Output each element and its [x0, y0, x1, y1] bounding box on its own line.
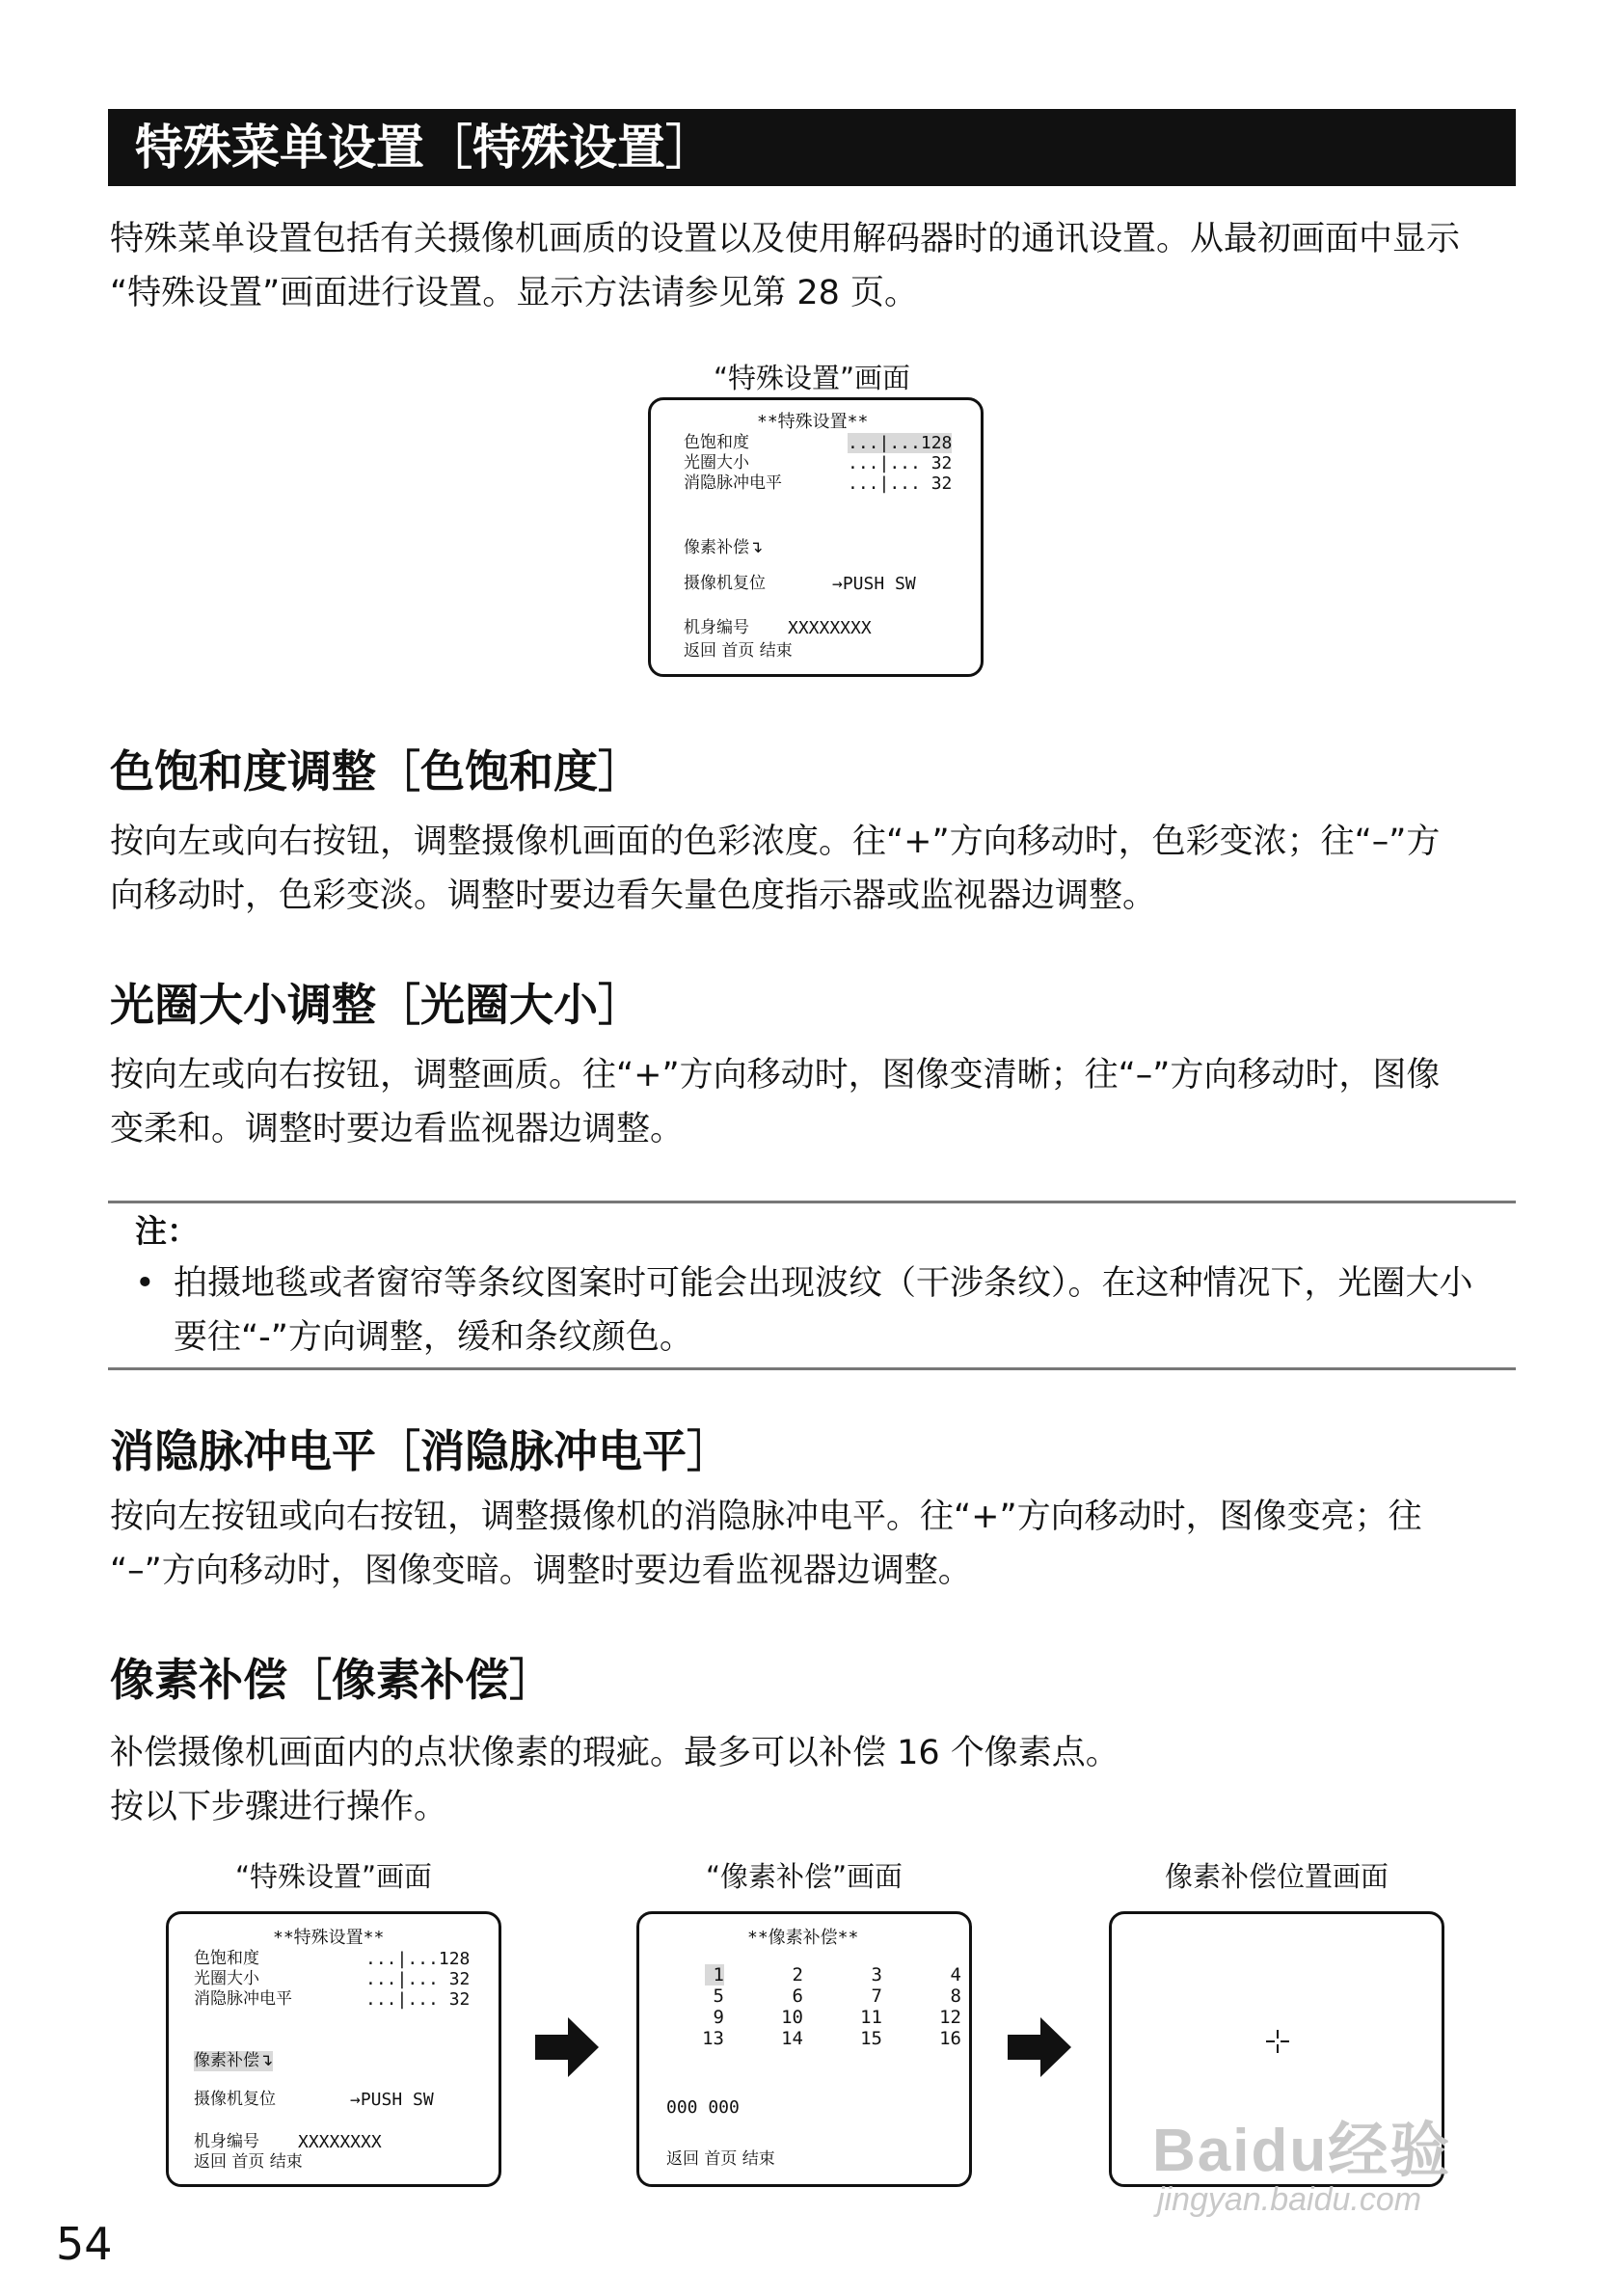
- row-blanking-label: 消隐脉冲电平: [684, 473, 782, 493]
- note-label: 注：: [135, 1212, 199, 1250]
- pixel-number: 13: [702, 2028, 724, 2049]
- note-line-1: 拍摄地毯或者窗帘等条纹图案时可能会出现波纹（干涉条纹）。在这种情况下，光圈大小: [174, 1264, 1473, 1303]
- saturation-paragraph: [110, 815, 1518, 923]
- pixel-number: 8: [950, 1985, 961, 2007]
- pixel-number: 5: [713, 1985, 724, 2007]
- note-line-2: 要往“-”方向调整，缓和条纹颜色。: [174, 1318, 693, 1357]
- pixel-number: 16: [939, 2028, 961, 2049]
- pixel-number: 15: [860, 2028, 882, 2049]
- flow-arrow-icon: [535, 2015, 599, 2079]
- pixel-number: 11: [860, 2007, 882, 2028]
- pixel-comp-screen: [636, 1911, 972, 2187]
- page-number: 54: [56, 2218, 113, 2270]
- watermark-brand: Baidu经验: [1152, 2118, 1452, 2184]
- heading-blanking: 消隐脉冲电平［消隐脉冲电平］: [110, 1425, 731, 1477]
- saturation-line-2: 向移动时，色彩变淡。调整时要边看矢量色度指示器或监视器边调整。: [110, 877, 1157, 915]
- pixel-number-grid: [645, 1964, 961, 2049]
- intro-line-2: “特殊设置”画面进行设置。显示方法请参见第 28 页。: [110, 274, 919, 312]
- pixel-comp-line-2: 按以下步骤进行操作。: [110, 1788, 448, 1826]
- blanking-line-1: 按向左按钮或向右按钮，调整摄像机的消隐脉冲电平。往“+”方向移动时，图像变亮；往: [110, 1498, 1422, 1536]
- row-saturation-value: ...|...128: [365, 1949, 471, 1969]
- intro-line-1: 特殊菜单设置包括有关摄像机画质的设置以及使用解码器时的通讯设置。从最初画面中显示: [110, 220, 1461, 258]
- heading-pixel-comp: 像素补偿［像素补偿］: [110, 1654, 553, 1706]
- pixel-number: 12: [939, 2007, 961, 2028]
- pixel-number: 3: [871, 1964, 882, 1985]
- blanking-paragraph: [110, 1490, 1518, 1598]
- note-rule-top: [108, 1201, 1516, 1203]
- row-iris-label: 光圈大小: [684, 453, 749, 473]
- pixel-number: 10: [781, 2007, 803, 2028]
- screen-header: **特殊设置**: [757, 412, 869, 432]
- row-saturation-label: 色饱和度: [194, 1949, 259, 1968]
- row-blanking-value: ...|... 32: [848, 473, 953, 494]
- heading-iris: 光圈大小调整［光圈大小］: [110, 979, 642, 1031]
- pixel-screen-footer: 返回 首页 结束: [666, 2149, 775, 2169]
- row-saturation-value: ...|...128: [848, 433, 953, 453]
- flow-caption-pixel: “像素补偿”画面: [705, 1860, 903, 1893]
- pixel-comp-paragraph: [110, 1726, 1518, 1834]
- row-iris-label: 光圈大小: [194, 1969, 259, 1988]
- serial-label: 机身编号: [194, 2132, 259, 2151]
- flow-caption-position: 像素补偿位置画面: [1164, 1860, 1389, 1893]
- screen-header: **特殊设置**: [273, 1928, 385, 1948]
- screen-footer: 返回 首页 结束: [684, 641, 793, 661]
- note-rule-bottom: [108, 1367, 1516, 1370]
- row-blanking-label: 消隐脉冲电平: [194, 1989, 292, 2009]
- pixel-number: 14: [781, 2028, 803, 2049]
- push-sw-value: →PUSH SW: [832, 574, 916, 594]
- row-iris-value: ...|... 32: [365, 1969, 471, 1989]
- note-body: [135, 1256, 1504, 1364]
- iris-line-2: 变柔和。调整时要边看监视器边调整。: [110, 1110, 685, 1148]
- crosshair-cursor-icon: [1266, 2030, 1289, 2053]
- pixel-number: 2: [792, 1964, 803, 1985]
- camera-reset-item: 摄像机复位: [684, 574, 766, 593]
- pixel-number: 4: [950, 1964, 961, 1985]
- special-screen-caption: “特殊设置”画面: [713, 362, 911, 394]
- pixel-number: 1: [705, 1964, 724, 1985]
- pixel-number: 9: [713, 2007, 724, 2028]
- row-saturation-label: 色饱和度: [684, 433, 749, 452]
- serial-value: XXXXXXXX: [298, 2132, 382, 2152]
- pixel-comp-item: 像素补偿↴: [684, 538, 764, 557]
- pixel-comp-item-selected: 像素补偿↴: [194, 2051, 274, 2070]
- special-settings-screen-flow: [166, 1911, 501, 2187]
- pixel-coords: 000 000: [666, 2097, 740, 2118]
- pixel-comp-line-1: 补偿摄像机画面内的点状像素的瑕疵。最多可以补偿 16 个像素点。: [110, 1734, 1119, 1772]
- pixel-number: 6: [792, 1985, 803, 2007]
- serial-value: XXXXXXXX: [788, 618, 872, 638]
- flow-arrow-icon: [1008, 2015, 1071, 2079]
- watermark-url: jingyan.baidu.com: [1157, 2181, 1422, 2218]
- note-bullet: •: [135, 1264, 155, 1303]
- iris-paragraph: [110, 1048, 1518, 1156]
- saturation-line-1: 按向左或向右按钮，调整摄像机画面的色彩浓度。往“+”方向移动时，色彩变浓；往“–”方: [110, 823, 1441, 861]
- push-sw-value: →PUSH SW: [350, 2090, 434, 2110]
- special-settings-screen-top: [648, 397, 984, 677]
- page-title: 特殊菜单设置［特殊设置］: [108, 109, 1516, 186]
- serial-label: 机身编号: [684, 618, 749, 637]
- row-blanking-value: ...|... 32: [365, 1989, 471, 2010]
- pixel-screen-header: **像素补偿**: [747, 1928, 859, 1948]
- row-iris-value: ...|... 32: [848, 453, 953, 473]
- heading-saturation: 色饱和度调整［色饱和度］: [110, 745, 642, 797]
- camera-reset-item: 摄像机复位: [194, 2090, 276, 2109]
- screen-footer: 返回 首页 结束: [194, 2152, 303, 2172]
- flow-caption-special: “特殊设置”画面: [234, 1860, 433, 1893]
- intro-paragraph: [110, 212, 1518, 320]
- iris-line-1: 按向左或向右按钮，调整画质。往“+”方向移动时，图像变清晰；往“–”方向移动时，图像: [110, 1056, 1441, 1094]
- blanking-line-2: “–”方向移动时，图像变暗。调整时要边看监视器边调整。: [110, 1552, 972, 1590]
- pixel-number: 7: [871, 1985, 882, 2007]
